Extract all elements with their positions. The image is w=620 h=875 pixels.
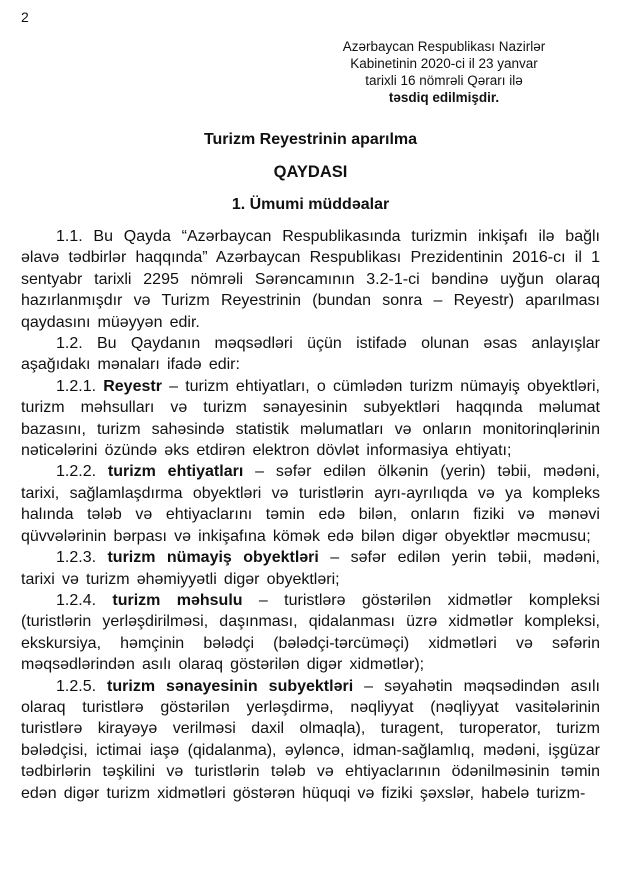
document-title: Turizm Reyestrinin aparılma: [203, 131, 418, 148]
paragraph-1-1: 1.1. Bu Qayda “Azərbaycan Respublikasında turizmin inkişafı ilə bağlı əlavə tədbirlər haqqında” Azərbaycan Respublikası Prezidentinin 2016-cı il 1 sentyabr tarixli 2295 nömrəli Sərəncamının 3.2-1-ci bəndinə uyğun olaraq hazırlanmışdır və Turizm Reyestrinin (bundan sonra – Reyestr) aparılması qaydasını müəyyən edir.: [21, 228, 600, 331]
document-title-qaydasi: QAYDASI: [273, 163, 348, 181]
definition-text: – turistlərə göstərilən xidmətlər kompleksi (turistlərin yerləşdirilməsi, daşınması, qidalanması üzrə xidmətlər kompleksi, ekskursiya, həmçinin bələdçi (bələdçi-tərcüməçi) xidmətləri və səfərin məqsədlərindən asılı olaraq göstərilən digər xidmətlər);: [21, 591, 600, 674]
approval-line-3: tarixli 16 nömrəli Qərarı ilə: [365, 73, 523, 88]
section-heading: 1. Ümumi müddəalar: [231, 196, 390, 213]
definition-number: 1.2.1.: [56, 377, 104, 395]
definition-number: 1.2.5.: [56, 677, 108, 695]
definition-text: – səfər edilən ölkənin (yerin) təbii, mədəni, tarixi, sağlamlaşdırma obyektləri və turistlərin ayrı-ayrılıqda və ya kompleks halında tələb və ehtiyaclarını təmin edə bilən, onların fiziki və mənəvi qüvvələrinin bərpası və inkişafına kömək edə bilən digər obyektlər məcmusu;: [21, 463, 600, 545]
definition-paragraph-1-2-3: [21, 547, 600, 590]
paragraph-1-2: 1.2. Bu Qaydanın məqsədləri üçün istifadə olunan əsas anlayışlar aşağıdakı mənaları ifadə edir:: [21, 335, 600, 374]
definition-paragraph-1-2-4: [21, 590, 600, 676]
document-body: [21, 226, 600, 804]
definition-text: – turizm ehtiyatları, o cümlədən turizm nümayiş obyektləri, turizm məhsulları və turizm sənayesinin subyektləri haqqında məlumat bazasını, turizm sahəsində statistik məlumatları və onların monitorinqlərinin nəticələrini özündə əks etdirən elektron dövlət informasiya ehtiyatı;: [21, 377, 600, 460]
definition-number: 1.2.4.: [56, 591, 113, 609]
approval-line-4: təsdiq edilmişdir.: [388, 90, 500, 105]
approval-block: [298, 38, 590, 106]
definition-term: turizm ehtiyatları: [107, 463, 244, 481]
approval-line-1: Azərbaycan Respublikası Nazirlər: [342, 39, 546, 54]
definition-paragraph-1-2-1: [21, 376, 600, 462]
definition-term: Reyestr: [103, 377, 162, 395]
page-number: 2: [21, 9, 29, 25]
definition-paragraph-1-2-5: [21, 676, 600, 804]
approval-line-2: Kabinetinin 2020-ci il 23 yanvar: [350, 56, 538, 71]
definition-term: turizm sənayesinin subyektləri: [107, 677, 354, 695]
definition-text: – səyahətin məqsədindən asılı olaraq turistlərə göstərilən yerləşdirmə, nəqliyyat (nəqliyyat vasitələrinin turistlərə kirayəyə verilməsi daxil olmaqla), turagent, turoperator, turizm bələdçisi, ictimai iaşə (qidalanma), əyləncə, idman-sağlamlıq, mədəni, işgüzar tədbirlərin təşkilini və turistlərin tələb və ehtiyaclarının ödənilməsinin təmin edən digər turizm xidmətləri göstərən hüquqi və fiziki şəxslər, habelə turizm-: [21, 677, 600, 802]
definition-term: turizm məhsulu: [112, 591, 243, 609]
definition-text: – səfər edilən yerin təbii, mədəni, tarixi və turizm əhəmiyyətli digər obyektləri;: [21, 549, 600, 588]
definition-number: 1.2.2.: [56, 463, 108, 481]
definition-paragraph-1-2-2: [21, 461, 600, 547]
definition-term: turizm nümayiş obyektləri: [107, 549, 319, 567]
definition-number: 1.2.3.: [56, 549, 108, 567]
